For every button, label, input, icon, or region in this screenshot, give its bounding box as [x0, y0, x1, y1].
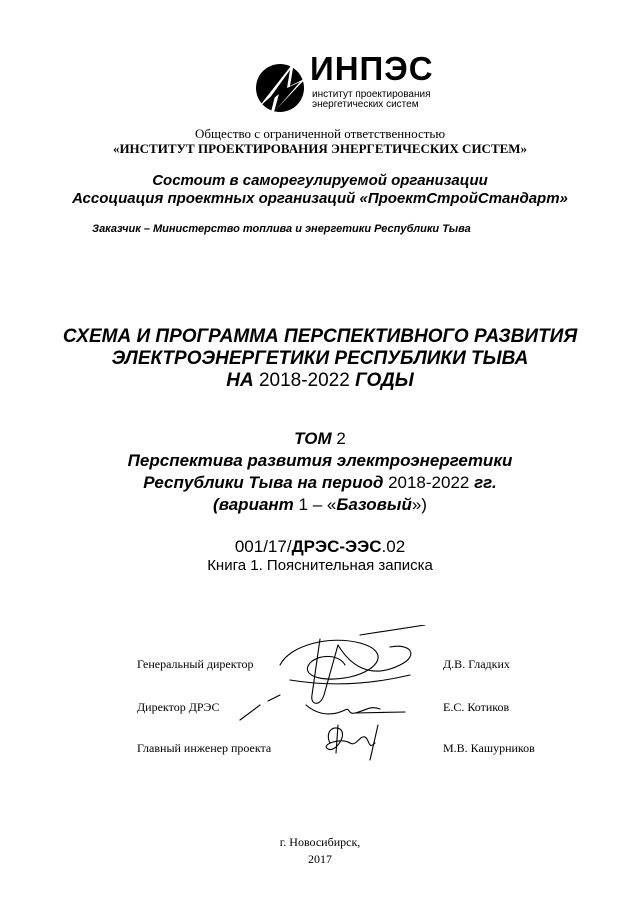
- sro-line-2: Ассоциация проектных организаций «ПроектСтройСтандарт»: [72, 190, 568, 207]
- title-on: НА: [226, 370, 254, 391]
- volume-line-2-suffix: гг.: [474, 473, 497, 492]
- title-line-1: СХЕМА И ПРОГРАММА ПЕРСПЕКТИВНОГО РАЗВИТИЯ: [62, 326, 578, 347]
- volume-line-2-years: 2018-2022: [383, 473, 475, 492]
- signature-role-3: Главный инженер проекта: [137, 741, 272, 755]
- logo-subtitle-2: энергетических систем: [312, 99, 419, 110]
- volume-line-3: [0, 494, 640, 516]
- code-prefix: 001/17/: [234, 537, 292, 556]
- volume-digit: 2: [331, 429, 346, 448]
- document-code: [0, 537, 640, 557]
- signature-name-1: Д.В. Гладких: [443, 657, 510, 671]
- variant-word: вариант: [218, 495, 294, 514]
- variant-close: »): [411, 495, 427, 514]
- title-line-3: [0, 369, 640, 393]
- variant-open: (: [213, 495, 219, 514]
- org-line-2: «ИНСТИТУТ ПРОЕКТИРОВАНИЯ ЭНЕРГЕТИЧЕСКИХ СИСТЕМ»: [112, 141, 528, 156]
- variant-name: Базовый: [336, 495, 412, 514]
- title-line-2: ЭЛЕКТРОЭНЕРГЕТИКИ РЕСПУБЛИКИ ТЫВА: [111, 348, 529, 369]
- signature-name-3: М.В. Кашурников: [443, 741, 535, 755]
- logo-wordmark: ИНПЭС: [310, 50, 434, 87]
- volume-line-2: [0, 472, 640, 494]
- volume-line-1: Перспектива развития электроэнергетики: [127, 451, 513, 470]
- logo-subtitle-1: институт проектирования: [312, 89, 431, 100]
- company-logo: [250, 50, 440, 122]
- title-years-word: ГОДЫ: [355, 370, 414, 391]
- book-title: Книга 1. Пояснительная записка: [207, 557, 433, 574]
- customer-line: Заказчик – Министерство топлива и энергетики Республики Тыва: [92, 223, 471, 235]
- title-years: 2018-2022: [253, 370, 356, 391]
- signature-role-2: Директор ДРЭС: [137, 700, 220, 714]
- volume-number: [0, 428, 640, 450]
- footer-year: 2017: [308, 852, 332, 866]
- footer-city: г. Новосибирск,: [279, 835, 361, 849]
- volume-label: ТОМ: [294, 429, 332, 448]
- variant-number: 1 – «: [293, 495, 337, 514]
- signature-role-1: Генеральный директор: [137, 657, 254, 671]
- volume-line-2-text: Республики Тыва на период: [143, 473, 384, 492]
- logo-emblem-icon: [250, 56, 312, 118]
- signature-name-2: Е.С. Котиков: [443, 700, 510, 714]
- code-suffix: .02: [381, 537, 406, 556]
- org-line-1: Общество с ограниченной ответственностью: [194, 126, 446, 141]
- code-dept: ДРЭС-ЭЭС: [291, 537, 382, 556]
- sro-line-1: Состоит в саморегулируемой организации: [152, 172, 488, 189]
